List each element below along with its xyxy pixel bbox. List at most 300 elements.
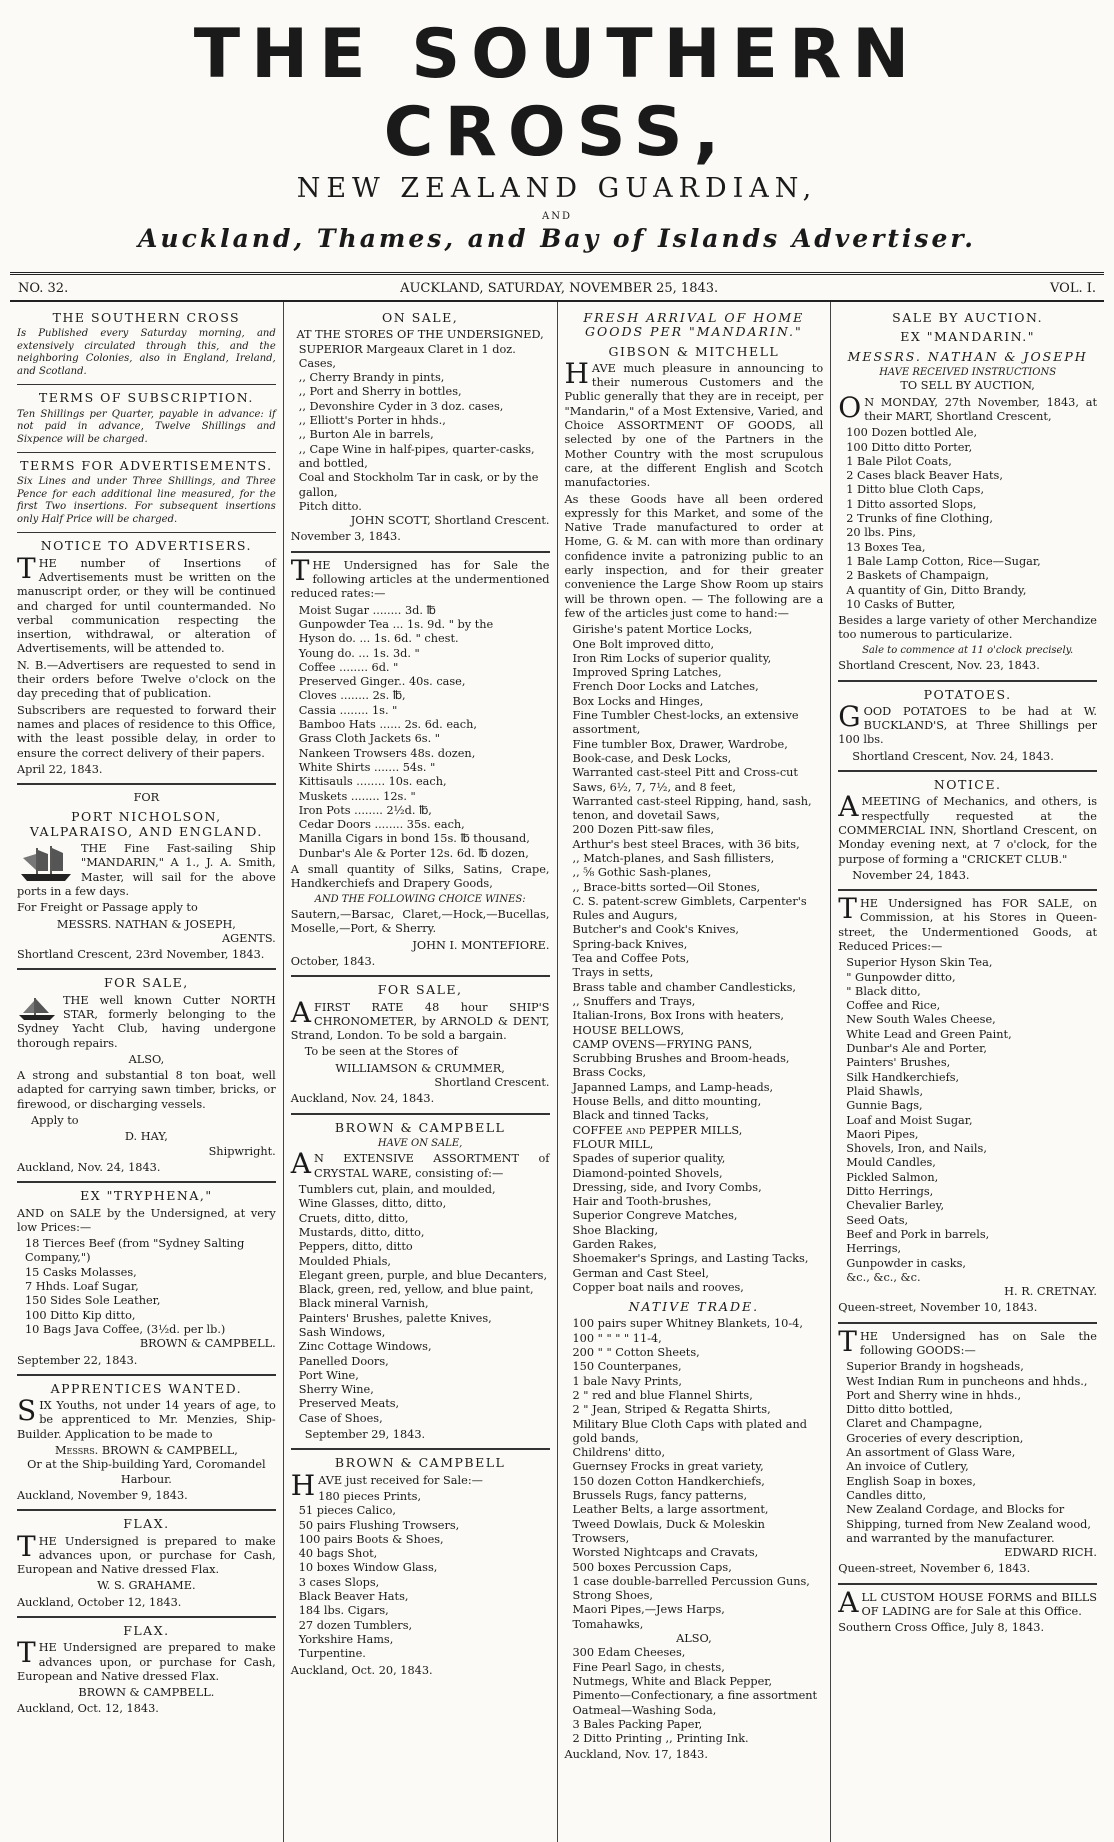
list-item: 1 Ditto blue Cloth Caps, (846, 483, 985, 497)
onsale-subheading: AT THE STORES OF THE UNDERSIGNED, (296, 328, 544, 342)
list-item: A quantity of Gin, Ditto Brandy, (846, 583, 1027, 597)
list-item: 1 Bale Pilot Coats, (846, 454, 952, 468)
column-2 (284, 302, 558, 1842)
columns (10, 302, 1104, 1842)
list-item: Warranted cast-steel Pitt and Cross-cut Saws, 6½, 7, 7½, and 8 feet, (572, 766, 798, 794)
list-item: Loaf and Moist Sugar, (846, 1113, 973, 1127)
divider (17, 384, 276, 385)
bc1-subheading: HAVE ON SALE, (377, 1137, 463, 1149)
subscription-heading: TERMS OF SUBSCRIPTION. (38, 390, 254, 406)
list-item: Dunbar's Ale and Porter, (846, 1042, 987, 1056)
advertisement-terms: Six Lines and under Three Shillings, and Three Pence for each additional line measured, for the first Two insertions. For subsequent insertions only Half Price will be charged. (17, 476, 276, 525)
list-item: Port Wine, (298, 1368, 359, 1382)
gibson-paragraph-1: HAVE much pleasure in announcing to their numerous Customers and the Public generally that they are in receipt, per "Mandarin," of a Most Extensive, Varied, and Choice ASSORTMENT OF GOODS, all selected by one of the Partners in the Mother Country with the most scrupulous care, at the different English and Scotch manufactories. (564, 356, 824, 490)
list-item: One Bolt improved ditto, (572, 637, 715, 651)
list-item: Candles ditto, (846, 1488, 927, 1502)
potatoes-heading: POTATOES. (923, 686, 1012, 702)
list-item: 1 Bale Lamp Cotton, Rice—Sugar, (846, 554, 1041, 568)
auction-date: Shortland Crescent, Nov. 23, 1843. (838, 659, 1040, 673)
list-item: Strong Shoes, (572, 1589, 653, 1603)
cutter-date: Auckland, Nov. 24, 1843. (17, 1160, 161, 1174)
cretnay-intro: THE Undersigned has FOR SALE, on Commission, at his Stores in Queen-street, the Undermentioned Goods, at Reduced Prices:— (838, 892, 1097, 953)
list-item: Butcher's and Cook's Knives, (572, 923, 740, 937)
list-item: 7 Hhds. Loaf Sugar, (25, 1280, 139, 1294)
cutter-icon (17, 996, 57, 1022)
list-item: Panelled Doors, (298, 1354, 389, 1368)
rates-sign: JOHN I. MONTEFIORE. (412, 938, 550, 952)
dateline (10, 275, 1104, 302)
ship-for: FOR (133, 791, 160, 805)
chrono-heading: FOR SALE, (377, 982, 463, 998)
list-item: Sash Windows, (298, 1326, 386, 1339)
list-item: ,, Cherry Brandy in pints, (298, 371, 445, 385)
divider (838, 680, 1097, 682)
list-item: 500 boxes Percussion Caps, (572, 1560, 732, 1574)
masthead-tagline: Auckland, Thames, and Bay of Islands Advertiser. (138, 224, 976, 253)
cutter-also: ALSO, (128, 1052, 165, 1066)
list-item: Grass Cloth Jackets 6s. " (298, 732, 440, 746)
list-item: Pitch ditto. (298, 499, 362, 513)
chrono-seen: To be seen at the Stores of (304, 1045, 458, 1059)
cutter-role: Shipwright. (208, 1144, 276, 1158)
onsale-date: November 3, 1843. (290, 530, 401, 544)
bc1-heading: BROWN & CAMPBELL (334, 1119, 506, 1135)
list-item: Groceries of every description, (846, 1431, 1024, 1445)
auction-when: ON MONDAY, 27th November, 1843, at their MART, Shortland Crescent, (838, 390, 1097, 424)
divider (17, 783, 276, 785)
list-item: Brussels Rugs, fancy patterns, (572, 1489, 748, 1503)
divider (17, 968, 276, 970)
list-item: Wine Glasses, ditto, ditto, (298, 1197, 447, 1211)
list-item: 1 Ditto assorted Slops, (846, 497, 977, 511)
ship-icon (17, 844, 75, 884)
divider (838, 889, 1097, 891)
ship-agents: MESSRS. NATHAN & JOSEPH, (56, 917, 236, 931)
notice-advertisers-heading: NOTICE TO ADVERTISERS. (40, 538, 253, 554)
list-item: 150 dozen Cotton Handkerchiefs, (572, 1474, 765, 1488)
list-item: Coal and Stockholm Tar in cask, or by the gallon, (298, 471, 539, 499)
list-item: Iron Rim Locks of superior quality, (572, 651, 772, 665)
column-3 (558, 302, 832, 1842)
list-item: Mould Candles, (846, 1156, 936, 1170)
list-item: Iron Pots ........ 2½d. ℔, (298, 803, 432, 817)
list-item: 10 Casks of Butter, (846, 597, 956, 611)
flax-date-1: Auckland, October 12, 1843. (17, 1595, 182, 1609)
list-item: Maori Pipes, (846, 1127, 919, 1141)
list-item: Gunpowder Tea ... 1s. 9d. " by the (298, 617, 494, 631)
list-item: 2 Cases black Beaver Hats, (846, 469, 1003, 483)
auction-firm: MESSRS. NATHAN & JOSEPH (847, 348, 1088, 364)
masthead-subtitle: NEW ZEALAND GUARDIAN, (296, 173, 818, 204)
list-item: 10 boxes Window Glass, (298, 1561, 438, 1575)
list-item: Japanned Lamps, and Lamp-heads, (572, 1080, 774, 1094)
list-item: ,, Burton Ale in barrels, (298, 428, 434, 442)
auction-ex: EX "MANDARIN." (900, 329, 1036, 345)
list-item: Sherry Wine, (298, 1383, 374, 1397)
list-item: ,, Brace-bitts sorted—Oil Stones, (572, 880, 761, 894)
auction-heading: SALE BY AUCTION. (892, 310, 1044, 325)
bc2-heading: BROWN & CAMPBELL (334, 1455, 506, 1471)
list-item: Fine Tumbler Chest-locks, an extensive assortment, (572, 709, 799, 737)
divider (17, 1509, 276, 1511)
rates-intro: THE Undersigned has for Sale the following articles at the undermentioned reduced rates:— (290, 553, 550, 601)
rates-silks: A small quantity of Silks, Satins, Crape, Handkerchiefs and Drapery Goods, (290, 862, 550, 891)
cretnay-date: Queen-street, November 10, 1843. (838, 1301, 1038, 1315)
list-item: New Zealand Cordage, and Blocks for Shipping, turned from New Zealand wood, and warranted by the manufacturer. (846, 1503, 1091, 1545)
list-item: Girishe's patent Mortice Locks, (572, 623, 753, 637)
list-item: Manilla Cigars in bond 15s. ℔ thousand, (298, 832, 530, 846)
notice-heading: NOTICE. (933, 777, 1002, 793)
list-item: 150 Sides Sole Leather, (25, 1294, 161, 1308)
list-item: ,, Devonshire Cyder in 3 doz. cases, (298, 399, 504, 413)
masthead (10, 16, 1104, 254)
auction-time: Sale to commence at 11 o'clock precisely. (862, 644, 1074, 656)
issue-number: NO. 32. (18, 281, 69, 296)
list-item: Kittisauls ........ 10s. each, (298, 775, 447, 789)
list-item: Gunnie Bags, (846, 1099, 923, 1113)
list-item: 200 Dozen Pitt-saw files, (572, 823, 715, 837)
list-item: Ditto Herrings, (846, 1185, 934, 1199)
column-1 (10, 302, 284, 1842)
cutter-name: D. HAY, (124, 1130, 168, 1144)
list-item: " Gunpowder ditto, (846, 970, 956, 984)
apprentices-date: Auckland, November 9, 1843. (17, 1488, 188, 1502)
divider (17, 452, 276, 453)
also-heading: ALSO, (676, 1632, 712, 1646)
tryphena-date: September 22, 1843. (17, 1353, 138, 1367)
masthead-and: AND (542, 211, 572, 222)
list-item: ,, Snuffers and Trays, (572, 994, 696, 1008)
rates-date: October, 1843. (290, 954, 376, 968)
customs-date: Southern Cross Office, July 8, 1843. (838, 1621, 1045, 1635)
divider (838, 1583, 1097, 1585)
potatoes-text: GOOD POTATOES to be had at W. BUCKLAND'S, at Three Shillings per 100 lbs. (838, 699, 1097, 747)
list-item: Case of Shoes, (298, 1411, 383, 1425)
flax-heading-2: FLAX. (123, 1622, 170, 1638)
list-item: Fine tumbler Box, Drawer, Wardrobe, Book-case, and Desk Locks, (572, 737, 788, 765)
list-item: Italian-Irons, Box Irons with heaters, (572, 1009, 785, 1023)
list-item: 1 case double-barrelled Percussion Guns, (572, 1574, 810, 1588)
list-item: Shoemaker's Springs, and Lasting Tacks, (572, 1252, 809, 1266)
list-item: French Door Locks and Latches, (572, 680, 759, 694)
list-item: Plaid Shawls, (846, 1084, 924, 1098)
list-item: Superior Congreve Matches, (572, 1209, 738, 1223)
cretnay-sign: H. R. CRETNAY. (1004, 1285, 1097, 1299)
list-item: Tea and Coffee Pots, (572, 952, 690, 966)
rich-date: Queen-street, November 6, 1843. (838, 1562, 1031, 1576)
list-item: Turpentine. (298, 1647, 366, 1661)
list-item: Black mineral Varnish, (298, 1297, 429, 1311)
native-trade-heading: NATIVE TRADE. (628, 1299, 760, 1315)
list-item: Beef and Pork in barrels, (846, 1227, 990, 1241)
flax-text-1: THE Undersigned is prepared to make advances upon, or purchase for Cash, European and Native dressed Flax. (17, 1529, 276, 1577)
apprentices-yard: Or at the Ship-building Yard, Coromandel Harbour. (27, 1458, 266, 1486)
list-item: 200 " " Cotton Sheets, (572, 1346, 700, 1360)
divider (17, 1374, 276, 1376)
list-item: Scrubbing Brushes and Broom-heads, (572, 1052, 790, 1066)
subscription-terms: Ten Shillings per Quarter, payable in advance: if not paid in advance, Twelve Shillings and Sixpence will be charged. (17, 408, 276, 445)
rates-wines: Sautern,—Barsac, Claret,—Hock,—Bucellas, Moselle,—Port, & Sherry. (290, 908, 550, 936)
gibson-list (565, 623, 824, 1295)
onsale-heading: ON SALE, (382, 310, 459, 325)
auction-besides: Besides a large variety of other Merchandize too numerous to particularize. (838, 614, 1097, 642)
list-item: Leather Belts, a large assortment, (572, 1503, 769, 1517)
notice-paragraph-1: THE number of Insertions of Advertisements must be written on the manuscript order, or they will be continued and charged for until countermanded. No verbal communication respecting the insertion, withdrawal, or alteration of Advertisements, will be attended to. (17, 551, 276, 656)
list-item: Black, green, red, yellow, and blue paint, (298, 1283, 534, 1297)
advertisement-terms-heading: TERMS FOR ADVERTISEMENTS. (20, 458, 273, 474)
list-item: Dunbar's Ale & Porter 12s. 6d. ℔ dozen, (298, 846, 529, 860)
list-item: Coffee ........ 6d. " (298, 660, 399, 674)
list-item: Oatmeal—Washing Soda, (572, 1703, 717, 1717)
list-item: Worsted Nightcaps and Cravats, (572, 1546, 759, 1560)
list-item: Bamboo Hats ...... 2s. 6d. each, (298, 718, 477, 732)
list-item: ,, Cape Wine in half-pipes, quarter-casks, and bottled, (298, 442, 535, 470)
list-item: 27 dozen Tumblers, (298, 1618, 413, 1632)
list-item: 100 Ditto Kip ditto, (25, 1308, 136, 1322)
list-item: Trays in setts, (572, 966, 654, 980)
list-item: Black and tinned Tacks, (572, 1109, 709, 1123)
list-item: Herrings, (846, 1242, 902, 1256)
list-item: Garden Rakes, (572, 1238, 657, 1251)
list-item: Moulded Phials, (298, 1254, 391, 1268)
bc1-list (291, 1183, 550, 1426)
flax-heading-1: FLAX. (123, 1516, 170, 1532)
list-item: Chevalier Barley, (846, 1199, 945, 1213)
list-item: Spades of superior quality, (572, 1152, 726, 1166)
list-item: Silk Handkerchiefs, (846, 1070, 960, 1084)
gibson-firm: GIBSON & MITCHELL (608, 343, 780, 359)
bc1-date: September 29, 1843. (304, 1428, 426, 1442)
list-item: 10 Bags Java Coffee, (3½d. per lb.) (25, 1322, 226, 1336)
potatoes-date: Shortland Crescent, Nov. 24, 1843. (852, 749, 1054, 763)
list-item: 50 pairs Flushing Trowsers, (298, 1518, 460, 1532)
list-item: Preserved Ginger.. 40s. case, (298, 675, 466, 689)
list-item: Black Beaver Hats, (298, 1590, 409, 1604)
list-item: Spring-back Knives, (572, 937, 688, 951)
paper-heading: THE SOUTHERN CROSS (52, 310, 241, 325)
ship-text: THE Fine Fast-sailing Ship "MANDARIN," A 1., J. A. Smith, Master, will sail for the above ports in a few days. (17, 842, 276, 898)
list-item: 13 Boxes Tea, (846, 540, 926, 554)
list-item: 100 " " " " 11-4, (572, 1331, 662, 1345)
cutter-heading: FOR SALE, (103, 975, 189, 991)
notice-date: November 24, 1843. (852, 868, 970, 882)
divider (838, 1322, 1097, 1324)
list-item: Copper boat nails and rooves, (572, 1280, 744, 1294)
list-item: Military Blue Cloth Caps with plated and gold bands, (572, 1417, 808, 1445)
list-item: Brass Cocks, (572, 1066, 647, 1080)
list-item: Peppers, ditto, ditto (298, 1240, 413, 1254)
auction-list (838, 426, 1097, 612)
list-item: An assortment of Glass Ware, (846, 1446, 1016, 1460)
rich-sign: EDWARD RICH. (1004, 1546, 1097, 1560)
list-item: Yorkshire Hams, (298, 1632, 394, 1646)
list-item: Improved Spring Latches, (572, 666, 722, 680)
list-item: Warranted cast-steel Ripping, hand, sash, tenon, and dovetail Saws, (572, 794, 812, 823)
chrono-firm: WILLIAMSON & CRUMMER, (335, 1061, 505, 1075)
ship-destination: PORT NICHOLSON, VALPARAISO, AND ENGLAND. (29, 809, 263, 839)
list-item: Coffee and Rice, (846, 999, 941, 1013)
list-item: Moist Sugar ........ 3d. ℔ (298, 603, 436, 617)
auction-instructions: HAVE RECEIVED INSTRUCTIONS (879, 366, 1057, 378)
gibson-heading: FRESH ARRIVAL OF HOME GOODS PER "MANDARIN." (583, 310, 805, 340)
bc2-date: Auckland, Oct. 20, 1843. (290, 1663, 433, 1677)
list-item: 100 pairs Boots & Shoes, (298, 1532, 444, 1546)
list-item: Port and Sherry wine in hhds., (846, 1388, 1022, 1402)
tryphena-heading: EX "TRYPHENA," (80, 1188, 213, 1204)
list-item: &c., &c., &c. (846, 1270, 921, 1284)
list-item: White Lead and Green Paint, (846, 1027, 1012, 1041)
list-item: Tweed Dowlais, Duck & Moleskin Trowsers, (572, 1517, 765, 1545)
list-item: 18 Tierces Beef (from "Sydney Salting Company,") (25, 1237, 245, 1265)
list-item: Muskets ........ 12s. " (298, 789, 416, 803)
list-item: Cloves ........ 2s. ℔, (298, 689, 406, 703)
cretnay-list (838, 956, 1097, 1285)
list-item: Tumblers cut, plain, and moulded, (298, 1183, 496, 1197)
rates-wines-heading: AND THE FOLLOWING CHOICE WINES: (314, 893, 526, 905)
list-item: Pickled Salmon, (846, 1170, 939, 1184)
bc1-intro: AN EXTENSIVE ASSORTMENT of CRYSTAL WARE, consisting of:— (290, 1147, 550, 1181)
list-item: Nankeen Trowsers 48s. dozen, (298, 746, 476, 760)
masthead-title: THE SOUTHERN CROSS, (193, 15, 921, 172)
notice-paragraph-2: N. B.—Advertisers are requested to send in their orders before Twelve o'clock on the day preceding that of publication. (17, 658, 276, 701)
tryphena-intro: AND on SALE by the Undersigned, at very low Prices:— (17, 1206, 276, 1234)
list-item: 180 pieces Prints, (318, 1489, 422, 1503)
list-item: Mustards, ditto, ditto, (298, 1225, 425, 1239)
list-item: Fine Pearl Sago, in chests, (572, 1660, 725, 1674)
list-item: Box Locks and Hinges, (572, 694, 704, 708)
list-item: SUPERIOR Margeaux Claret in 1 doz. Cases, (298, 342, 516, 370)
gibson-paragraph-2: As these Goods have all been ordered expressly for this Market, and some of the Native Trade manufactured to order at Home, G. & M. can with more than ordinary confidence invite a patronizing public to an early inspection, and for their greater convenience the Large Show Room up stairs will be thrown open. — The following are a few of the articles just come to hand:— (564, 492, 824, 620)
onsale-sign: JOHN SCOTT, Shortland Crescent. (350, 514, 550, 528)
list-item: ,, Port and Sherry in bottles, (298, 385, 462, 399)
bc2-intro: HAVE just received for Sale:— (290, 1468, 483, 1502)
list-item: 100 pairs super Whitney Blankets, 10-4, (572, 1317, 803, 1331)
divider (291, 1448, 550, 1450)
issue-date: AUCKLAND, SATURDAY, NOVEMBER 25, 1843. (400, 281, 719, 296)
list-item: Tomahawks, (572, 1617, 644, 1631)
list-item: Nutmegs, White and Black Pepper, (572, 1674, 773, 1688)
cutter-text: THE well known Cutter NORTH STAR, formerly belonging to the Sydney Yacht Club, having undergone thorough repairs. (17, 993, 276, 1050)
rich-intro: THE Undersigned has on Sale the following GOODS:— (838, 1324, 1097, 1358)
apprentices-text: SIX Youths, not under 14 years of age, to be apprenticed to Mr. Menzies, Ship-Builder. Application to be made to (17, 1394, 276, 1441)
notice-paragraph-3: Subscribers are requested to forward their names and places of residence to this Office, with the least possible delay, in order to ensure the correct delivery of their papers. (17, 703, 276, 760)
list-item: 2 Trunks of fine Clothing, (846, 512, 993, 526)
list-item: COFFEE and PEPPER MILLS, (572, 1123, 743, 1137)
list-item: 100 Ditto ditto Porter, (846, 440, 973, 454)
divider (291, 551, 550, 553)
list-item: ,, ⅝ Gothic Sash-planes, (572, 866, 712, 880)
customs-text: ALL CUSTOM HOUSE FORMS and BILLS OF LADING are for Sale at this Office. (838, 1585, 1097, 1619)
list-item: Pimento—Confectionary, a fine assortment (572, 1689, 818, 1703)
auction-sell: TO SELL BY AUCTION, (900, 379, 1035, 393)
list-item: Ditto ditto bottled, (846, 1403, 953, 1417)
list-item: " Black ditto, (846, 984, 921, 998)
list-item: Painters' Brushes, palette Knives, (298, 1311, 492, 1325)
list-item: 300 Edam Cheeses, (572, 1646, 686, 1660)
flax-sign-2: BROWN & CAMPBELL. (78, 1686, 215, 1700)
list-item: Cruets, ditto, ditto, (298, 1211, 409, 1225)
list-item: ,, Elliott's Porter in hhds., (298, 414, 446, 428)
also-list (565, 1646, 824, 1746)
list-item: 184 lbs. Cigars, (298, 1604, 389, 1618)
divider (17, 1616, 276, 1618)
chrono-place: Shortland Crescent. (434, 1076, 550, 1090)
list-item: 1 bale Navy Prints, (572, 1374, 682, 1388)
issue-volume: VOL. I. (1050, 281, 1096, 296)
divider (291, 975, 550, 977)
list-item: Shoe Blacking, (572, 1223, 659, 1237)
list-item: 2 " Jean, Striped & Regatta Shirts, (572, 1403, 771, 1417)
list-item: ,, Match-planes, and Sash fillisters, (572, 851, 775, 865)
list-item: 2 Baskets of Champaign, (846, 569, 989, 583)
chrono-text: AFIRST RATE 48 hour SHIP'S CHRONOMETER, by ARNOLD & DENT, Strand, London. To be sold a bargain. (290, 995, 550, 1043)
list-item: 3 Bales Packing Paper, (572, 1717, 703, 1731)
list-item: Brass table and chamber Candlesticks, (572, 980, 797, 994)
list-item: C. S. patent-screw Gimblets, Carpenter's Rules and Augurs, (572, 894, 807, 923)
list-item: Arthur's best steel Braces, with 36 bits, (572, 837, 800, 851)
list-item: Elegant green, purple, and blue Decanters, (298, 1268, 548, 1282)
list-item: Zinc Cottage Windows, (298, 1340, 432, 1354)
list-item: Young do. ... 1s. 3d. " (298, 646, 420, 660)
list-item: 20 lbs. Pins, (846, 526, 916, 540)
divider (838, 770, 1097, 772)
bc2-list (291, 1490, 550, 1662)
ship-agents-role: AGENTS. (221, 931, 276, 945)
list-item: An invoice of Cutlery, (846, 1460, 969, 1474)
list-item: Maori Pipes,—Jews Harps, (572, 1603, 725, 1617)
list-item: HOUSE BELLOWS, (572, 1023, 685, 1037)
column-4 (831, 302, 1104, 1842)
tryphena-sign: BROWN & CAMPBELL. (139, 1337, 276, 1351)
list-item: Preserved Meats, (298, 1397, 400, 1411)
cutter-boat: A strong and substantial 8 ton boat, well adapted for carrying sawn timber, bricks, or firewood, or discharging vessels. (17, 1069, 276, 1111)
list-item: 15 Casks Molasses, (25, 1265, 137, 1279)
list-item: Childrens' ditto, (572, 1446, 666, 1460)
list-item: House Bells, and ditto mounting, (572, 1095, 762, 1109)
list-item: Gunpowder in casks, (846, 1256, 967, 1270)
list-item: CAMP OVENS—FRYING PANS, (572, 1037, 753, 1051)
list-item: 150 Counterpanes, (572, 1360, 682, 1374)
list-item: New South Wales Cheese, (846, 1013, 996, 1027)
divider (291, 1113, 550, 1115)
paper-note: Is Published every Saturday morning, and extensively circulated through this, and the neighboring Colonies, also in England, Ireland, and Scotland. (17, 328, 276, 377)
cutter-apply: Apply to (31, 1114, 79, 1128)
list-item: 2 " red and blue Flannel Shirts, (572, 1388, 753, 1402)
list-item: 3 cases Slops, (298, 1575, 380, 1589)
list-item: Hyson do. ... 1s. 6d. " chest. (298, 632, 459, 646)
ship-date: Shortland Crescent, 23rd November, 1843. (17, 948, 265, 962)
chrono-date: Auckland, Nov. 24, 1843. (290, 1092, 435, 1106)
flax-text-2: THE Undersigned are prepared to make advances upon, or purchase for Cash, European and Native dressed Flax. (17, 1636, 276, 1683)
list-item: 2 Ditto Printing ,, Printing Ink. (572, 1732, 749, 1746)
list-item: Cassia ........ 1s. " (298, 703, 398, 717)
rates-list (291, 604, 550, 861)
list-item: Diamond-pointed Shovels, (572, 1166, 723, 1180)
divider (17, 1181, 276, 1183)
list-item: Cedar Doors ........ 35s. each, (298, 818, 465, 832)
native-trade-list (565, 1317, 824, 1632)
list-item: Claret and Champagne, (846, 1417, 983, 1431)
divider (17, 532, 276, 533)
list-item: 40 bags Shot, (298, 1547, 378, 1561)
list-item: Dressing, side, and Ivory Combs, (572, 1180, 762, 1194)
notice-date: April 22, 1843. (17, 762, 103, 776)
list-item: Shovels, Iron, and Nails, (846, 1142, 987, 1156)
list-item: Seed Oats, (846, 1213, 909, 1227)
list-item: White Shirts ....... 54s. " (298, 760, 436, 774)
list-item: FLOUR MILL, (572, 1137, 654, 1151)
list-item: West Indian Rum in puncheons and hhds., (846, 1374, 1088, 1388)
